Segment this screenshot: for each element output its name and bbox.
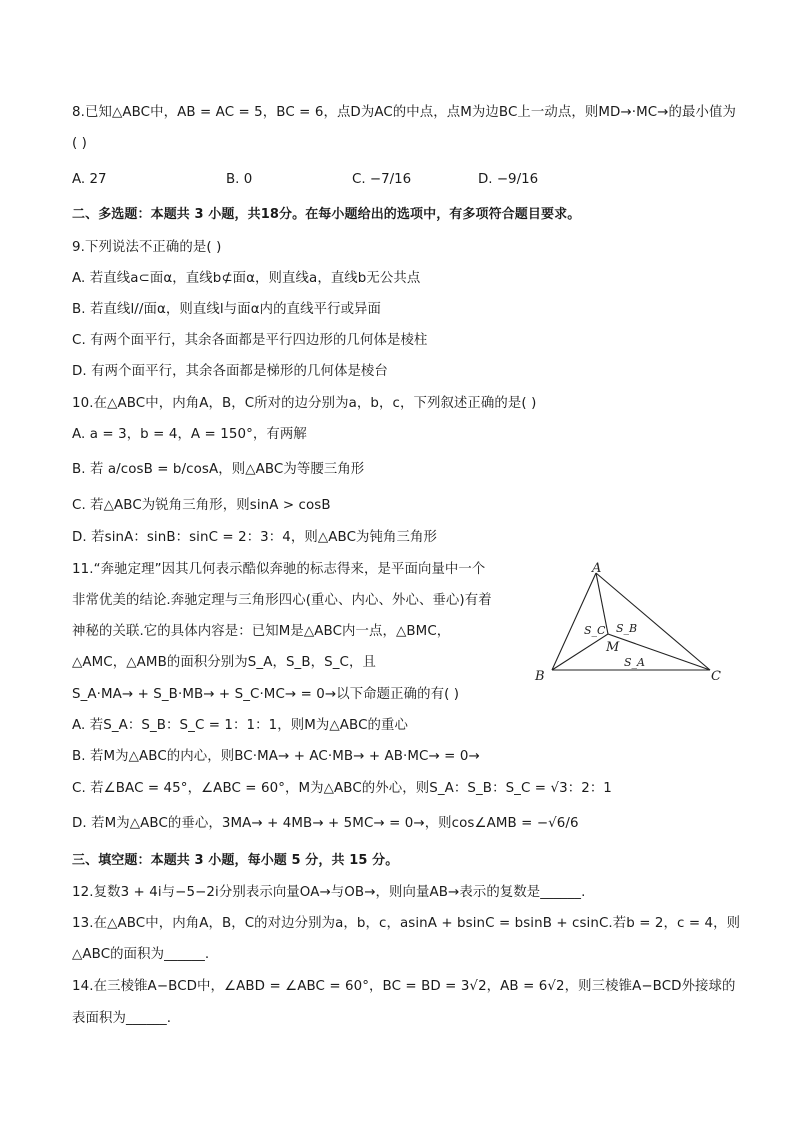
q9-option-c: C. 有两个面平行，其余各面都是平行四边形的几何体是棱柱 [72,333,428,348]
q8-option-b: B. 0 [226,172,253,187]
vertex-c-label: C [711,669,721,684]
area-sb-label: S_B [616,622,638,635]
point-m-label: M [606,640,620,655]
q14-line-1: 14.在三棱锥A−BCD中，∠ABD = ∠ABC = 60°，BC = BD = 3√2，AB = 6√2，则三棱锥A−BCD外接球的 [72,979,736,994]
q12-stem: 12.复数3 + 4i与−5−2i分别表示向量OA→与OB→，则向量AB→表示的复数是______. [72,885,586,900]
q8-option-a: A. 27 [72,172,107,187]
vertex-b-label: B [535,669,545,684]
q11-stem-line-5: S_A·MA→ + S_B·MB→ + S_C·MC→ = 0→以下命题正确的有( ) [72,687,460,702]
q11-option-d: D. 若M为△ABC的垂心，3MA→ + 4MB→ + 5MC→ = 0→，则cos∠AMB = −√6/6 [72,816,579,831]
q9-stem: 9.下列说法不正确的是( ) [72,240,222,255]
q9-option-a: A. 若直线a⊂面α，直线b⊄面α，则直线a，直线b无公共点 [72,271,421,286]
q9-option-b: B. 若直线l//面α，则直线l与面α内的直线平行或异面 [72,302,382,317]
q11-option-c: C. 若∠BAC = 45°，∠ABC = 60°，M为△ABC的外心，则S_A：S_B：S_C = √3：2：1 [72,781,612,796]
q8-answer-paren: ( ) [72,136,88,151]
q9-option-d: D. 有两个面平行，其余各面都是梯形的几何体是棱台 [72,364,388,379]
q10-option-a: A. a = 3，b = 4，A = 150°，有两解 [72,427,307,442]
q10-option-b: B. 若 a/cosB = b/cosA，则△ABC为等腰三角形 [72,462,365,477]
vertex-a-label: A [592,561,602,576]
area-sc-label: S_C [584,624,606,637]
section-2-heading: 二、多选题：本题共 3 小题，共18分。在每小题给出的选项中，有多项符合题目要求。 [72,207,581,222]
edge-ca [596,573,710,670]
q11-option-b: B. 若M为△ABC的内心，则BC·MA→ + AC·MB→ + AB·MC→ = 0→ [72,749,480,764]
q8-option-c: C. −7/16 [352,172,412,187]
q11-stem-line-3: 神秘的关联.它的具体内容是：已知M是△ABC内一点，△BMC， [72,624,451,639]
section-3-heading: 三、填空题：本题共 3 小题，每小题 5 分，共 15 分。 [72,853,399,868]
q13-line-1: 13.在△ABC中，内角A，B，C的对边分别为a，b，c，asinA + bsinC = bsinB + csinC.若b = 2，c = 4，则 [72,916,741,931]
q11-stem-line-1: 11.“奔驰定理”因其几何表示酷似奔驰的标志得来，是平面向量中一个 [72,562,486,577]
q10-stem: 10.在△ABC中，内角A，B，C所对的边分别为a，b，c，下列叙述正确的是( ) [72,396,537,411]
q11-stem-line-2: 非常优美的结论.奔驰定理与三角形四心(重心、内心、外心、垂心)有着 [72,593,492,608]
area-sa-label: S_A [624,656,645,669]
q11-stem-line-4: △AMC，△AMB的面积分别为S_A，S_B，S_C，且 [72,655,376,670]
q10-option-c: C. 若△ABC为锐角三角形，则sinA > cosB [72,498,331,513]
q14-line-2: 表面积为______. [72,1011,172,1026]
q8-option-d: D. −9/16 [478,172,539,187]
q13-line-2: △ABC的面积为______. [72,947,210,962]
q10-option-d: D. 若sinA：sinB：sinC = 2：3：4，则△ABC为钝角三角形 [72,530,437,545]
q8-stem: 8.已知△ABC中，AB = AC = 5，BC = 6，点D为AC的中点，点M为边BC上一动点，则MD→·MC→的最小值为 [72,105,736,120]
q11-benz-triangle-figure [528,560,728,685]
q11-option-a: A. 若S_A：S_B：S_C = 1：1：1，则M为△ABC的重心 [72,718,409,733]
